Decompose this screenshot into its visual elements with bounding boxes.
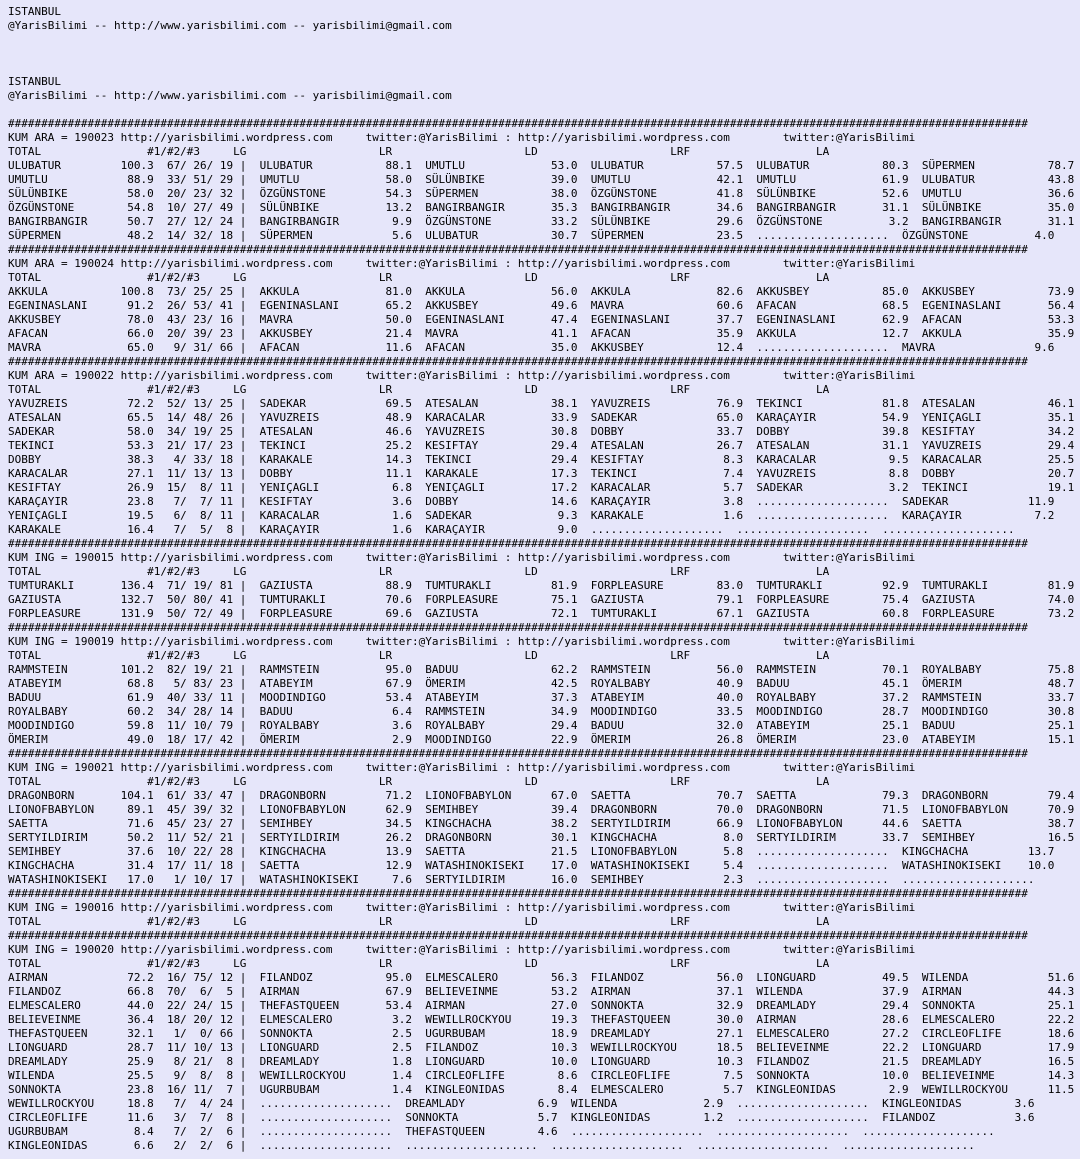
column-header: TOTAL #1/#2/#3 LG LR LD LRF LA (8, 649, 830, 662)
table-row: TUMTURAKLI 136.4 71/ 19/ 81 | GAZIUSTA 88.9 TUMTURAKLI 81.9 FORPLEASURE 83.0 TUMTURAKLI 92.9 TUMTURAKLI 81.9 (8, 579, 1075, 592)
table-row: WILENDA 25.5 9/ 8/ 8 | WEWILLROCKYOU 1.4 CIRCLEOFLIFE 8.6 CIRCLEOFLIFE 7.5 SONNOKTA 10.0 BELIEVEINME 14.3 (8, 1069, 1075, 1082)
separator-line: ########################################################################################################################################################## (8, 887, 1028, 900)
column-header: TOTAL #1/#2/#3 LG LR LD LRF LA (8, 271, 830, 284)
table-row: KARACALAR 27.1 11/ 13/ 13 | DOBBY 11.1 KARAKALE 17.3 TEKINCI 7.4 YAVUZREIS 8.8 DOBBY 20.7 (8, 467, 1075, 480)
table-row: THEFASTQUEEN 32.1 1/ 0/ 66 | SONNOKTA 2.5 UGURBUBAM 18.9 DREAMLADY 27.1 ELMESCALERO 27.2 CIRCLEOFLIFE 18.6 (8, 1027, 1075, 1040)
table-row: AKKUSBEY 78.0 43/ 23/ 16 | MAVRA 50.0 EGENINASLANI 47.4 EGENINASLANI 37.7 EGENINASLANI 62.9 AFACAN 53.3 (8, 313, 1075, 326)
table-row: DOBBY 38.3 4/ 33/ 18 | KARAKALE 14.3 TEKINCI 29.4 KESIFTAY 8.3 KARACALAR 9.5 KARACALAR 25.5 (8, 453, 1075, 466)
separator-line: ########################################################################################################################################################## (8, 747, 1028, 760)
contact-line: @YarisBilimi -- http://www.yarisbilimi.com -- yarisbilimi@gmail.com (8, 89, 452, 102)
blank-line (8, 47, 1080, 61)
column-header: TOTAL #1/#2/#3 LG LR LD LRF LA (8, 957, 830, 970)
race-section (8, 355, 1080, 537)
table-row: GAZIUSTA 132.7 50/ 80/ 41 | TUMTURAKLI 70.6 FORPLEASURE 75.1 GAZIUSTA 79.1 FORPLEASURE 75.4 GAZIUSTA 74.0 (8, 593, 1075, 606)
table-row: AKKULA 100.8 73/ 25/ 25 | AKKULA 81.0 AKKULA 56.0 AKKULA 82.6 AKKUSBEY 85.0 AKKUSBEY 73.9 (8, 285, 1075, 298)
blank-line (8, 33, 1080, 47)
table-row: BANGIRBANGIR 50.7 27/ 12/ 24 | BANGIRBANGIR 9.9 ÖZGÜNSTONE 33.2 SÜLÜNBIKE 29.6 ÖZGÜNSTONE 3.2 BANGIRBANGIR 31.1 (8, 215, 1075, 228)
table-row: RAMMSTEIN 101.2 82/ 19/ 21 | RAMMSTEIN 95.0 BADUU 62.2 RAMMSTEIN 56.0 RAMMSTEIN 70.1 ROYALBABY 75.8 (8, 663, 1075, 676)
table-row: AIRMAN 72.2 16/ 75/ 12 | FILANDOZ 95.0 ELMESCALERO 56.3 FILANDOZ 56.0 LIONGUARD 49.5 WILENDA 51.6 (8, 971, 1075, 984)
table-row: YENIÇAGLI 19.5 6/ 8/ 11 | KARACALAR 1.6 SADEKAR 9.3 KARAKALE 1.6 .................... KARAÇAYIR 7.2 (8, 509, 1055, 522)
race-section (8, 747, 1080, 887)
blank-line (8, 103, 1080, 117)
table-row: SONNOKTA 23.8 16/ 11/ 7 | UGURBUBAM 1.4 KINGLEONIDAS 8.4 ELMESCALERO 5.7 KINGLEONIDAS 2.9 WEWILLROCKYOU 11.5 (8, 1083, 1075, 1096)
table-row: SADEKAR 58.0 34/ 19/ 25 | ATESALAN 46.6 YAVUZREIS 30.8 DOBBY 33.7 DOBBY 39.8 KESIFTAY 34.2 (8, 425, 1075, 438)
table-row: LIONOFBABYLON 89.1 45/ 39/ 32 | LIONOFBABYLON 62.9 SEMIHBEY 39.4 DRAGONBORN 70.0 DRAGONBORN 71.5 LIONOFBABYLON 70.9 (8, 803, 1075, 816)
table-row: DREAMLADY 25.9 8/ 21/ 8 | DREAMLADY 1.8 LIONGUARD 10.0 LIONGUARD 10.3 FILANDOZ 21.5 DREAMLADY 16.5 (8, 1055, 1075, 1068)
race-title: KUM ARA = 190022 http://yarisbilimi.wordpress.com twitter:@YarisBilimi : http://yarisbilimi.wordpress.com twitter:@YarisBilimi (8, 369, 916, 382)
table-row: UGURBUBAM 8.4 7/ 2/ 6 | .................... THEFASTQUEEN 4.6 .................... .................... .................... (8, 1125, 995, 1138)
table-row: ÖMERIM 49.0 18/ 17/ 42 | ÖMERIM 2.9 MOODINDIGO 22.9 ÖMERIM 26.8 ÖMERIM 23.0 ATABEYIM 15.1 (8, 733, 1075, 746)
city-heading: ISTANBUL (8, 75, 61, 88)
table-row: BELIEVEINME 36.4 18/ 20/ 12 | ELMESCALERO 3.2 WEWILLROCKYOU 19.3 THEFASTQUEEN 30.0 AIRMAN 28.6 ELMESCALERO 22.2 (8, 1013, 1075, 1026)
race-title: KUM ARA = 190024 http://yarisbilimi.wordpress.com twitter:@YarisBilimi : http://yarisbilimi.wordpress.com twitter:@YarisBilimi (8, 257, 916, 270)
table-row: DRAGONBORN 104.1 61/ 33/ 47 | DRAGONBORN 71.2 LIONOFBABYLON 67.0 SAETTA 70.7 SAETTA 79.3 DRAGONBORN 79.4 (8, 789, 1075, 802)
table-row: FORPLEASURE 131.9 50/ 72/ 49 | FORPLEASURE 69.6 GAZIUSTA 72.1 TUMTURAKLI 67.1 GAZIUSTA 60.8 FORPLEASURE 73.2 (8, 607, 1075, 620)
table-row: KINGLEONIDAS 6.6 2/ 2/ 6 | .................... .................... .................... .................... .................... (8, 1139, 975, 1152)
table-row: KESIFTAY 26.9 15/ 8/ 11 | YENIÇAGLI 6.8 YENIÇAGLI 17.2 KARACALAR 5.7 SADEKAR 3.2 TEKINCI 19.1 (8, 481, 1075, 494)
separator-line: ########################################################################################################################################################## (8, 355, 1028, 368)
table-row: KARAKALE 16.4 7/ 5/ 8 | KARAÇAYIR 1.6 KARAÇAYIR 9.0 .................... .................... .................... (8, 523, 1015, 536)
table-row: ELMESCALERO 44.0 22/ 24/ 15 | THEFASTQUEEN 53.4 AIRMAN 27.0 SONNOKTA 32.9 DREAMLADY 29.4 SONNOKTA 25.1 (8, 999, 1075, 1012)
header-block-2 (8, 75, 1080, 103)
table-row: ATABEYIM 68.8 5/ 83/ 23 | ATABEYIM 67.9 ÖMERIM 42.5 ROYALBABY 40.9 BADUU 45.1 ÖMERIM 48.7 (8, 677, 1075, 690)
table-row: SAETTA 71.6 45/ 23/ 27 | SEMIHBEY 34.5 KINGCHACHA 38.2 SERTYILDIRIM 66.9 LIONOFBABYLON 44.6 SAETTA 38.7 (8, 817, 1075, 830)
separator-line: ########################################################################################################################################################## (8, 243, 1028, 256)
table-row: TEKINCI 53.3 21/ 17/ 23 | TEKINCI 25.2 KESIFTAY 29.4 ATESALAN 26.7 ATESALAN 31.1 YAVUZREIS 29.4 (8, 439, 1075, 452)
race-section (8, 243, 1080, 355)
race-title: KUM ING = 190015 http://yarisbilimi.wordpress.com twitter:@YarisBilimi : http://yarisbilimi.wordpress.com twitter:@YarisBilimi (8, 551, 916, 564)
table-row: SÜPERMEN 48.2 14/ 32/ 18 | SÜPERMEN 5.6 ULUBATUR 30.7 SÜPERMEN 23.5 .................... ÖZGÜNSTONE 4.0 (8, 229, 1055, 242)
race-section (8, 887, 1080, 929)
race-title: KUM ING = 190019 http://yarisbilimi.wordpress.com twitter:@YarisBilimi : http://yarisbilimi.wordpress.com twitter:@YarisBilimi (8, 635, 916, 648)
column-header: TOTAL #1/#2/#3 LG LR LD LRF LA (8, 565, 830, 578)
table-row: CIRCLEOFLIFE 11.6 3/ 7/ 8 | .................... SONNOKTA 5.7 KINGLEONIDAS 1.2 .................... FILANDOZ 3.6 (8, 1111, 1035, 1124)
separator-line: ########################################################################################################################################################## (8, 537, 1028, 550)
header-block-1 (8, 5, 1080, 33)
table-row: AFACAN 66.0 20/ 39/ 23 | AKKUSBEY 21.4 MAVRA 41.1 AFACAN 35.9 AKKULA 12.7 AKKULA 35.9 (8, 327, 1075, 340)
column-header: TOTAL #1/#2/#3 LG LR LD LRF LA (8, 775, 830, 788)
separator-line: ########################################################################################################################################################## (8, 929, 1028, 942)
table-row: SERTYILDIRIM 50.2 11/ 52/ 21 | SERTYILDIRIM 26.2 DRAGONBORN 30.1 KINGCHACHA 8.0 SERTYILDIRIM 33.7 SEMIHBEY 16.5 (8, 831, 1075, 844)
column-header: TOTAL #1/#2/#3 LG LR LD LRF LA (8, 915, 830, 928)
table-row: YAVUZREIS 72.2 52/ 13/ 25 | SADEKAR 69.5 ATESALAN 38.1 YAVUZREIS 76.9 TEKINCI 81.8 ATESALAN 46.1 (8, 397, 1075, 410)
table-row: FILANDOZ 66.8 70/ 6/ 5 | AIRMAN 67.9 BELIEVEINME 53.2 AIRMAN 37.1 WILENDA 37.9 AIRMAN 44.3 (8, 985, 1075, 998)
race-title: KUM ING = 190021 http://yarisbilimi.wordpress.com twitter:@YarisBilimi : http://yarisbilimi.wordpress.com twitter:@YarisBilimi (8, 761, 916, 774)
race-title: KUM ARA = 190023 http://yarisbilimi.wordpress.com twitter:@YarisBilimi : http://yarisbilimi.wordpress.com twitter:@YarisBilimi (8, 131, 916, 144)
table-row: SÜLÜNBIKE 58.0 20/ 23/ 32 | ÖZGÜNSTONE 54.3 SÜPERMEN 38.0 ÖZGÜNSTONE 41.8 SÜLÜNBIKE 52.6 UMUTLU 36.6 (8, 187, 1075, 200)
race-section (8, 537, 1080, 621)
column-header: TOTAL #1/#2/#3 LG LR LD LRF LA (8, 383, 830, 396)
race-section (8, 117, 1080, 243)
race-sections (8, 117, 1080, 1153)
table-row: MAVRA 65.0 9/ 31/ 66 | AFACAN 11.6 AFACAN 35.0 AKKUSBEY 12.4 .................... MAVRA 9.6 (8, 341, 1055, 354)
table-row: ULUBATUR 100.3 67/ 26/ 19 | ULUBATUR 88.1 UMUTLU 53.0 ULUBATUR 57.5 ULUBATUR 80.3 SÜPERMEN 78.7 (8, 159, 1075, 172)
table-row: LIONGUARD 28.7 11/ 10/ 13 | LIONGUARD 2.5 FILANDOZ 10.3 WEWILLROCKYOU 18.5 BELIEVEINME 22.2 LIONGUARD 17.9 (8, 1041, 1075, 1054)
race-section (8, 929, 1080, 1153)
contact-line: @YarisBilimi -- http://www.yarisbilimi.com -- yarisbilimi@gmail.com (8, 19, 452, 32)
table-row: KARAÇAYIR 23.8 7/ 7/ 11 | KESIFTAY 3.6 DOBBY 14.6 KARAÇAYIR 3.8 .................... SADEKAR 11.9 (8, 495, 1055, 508)
race-title: KUM ING = 190016 http://yarisbilimi.wordpress.com twitter:@YarisBilimi : http://yarisbilimi.wordpress.com twitter:@YarisBilimi (8, 901, 916, 914)
table-row: BADUU 61.9 40/ 33/ 11 | MOODINDIGO 53.4 ATABEYIM 37.3 ATABEYIM 40.0 ROYALBABY 37.2 RAMMSTEIN 33.7 (8, 691, 1075, 704)
table-row: MOODINDIGO 59.8 11/ 10/ 79 | ROYALBABY 3.6 ROYALBABY 29.4 BADUU 32.0 ATABEYIM 25.1 BADUU 25.1 (8, 719, 1075, 732)
column-header: TOTAL #1/#2/#3 LG LR LD LRF LA (8, 145, 830, 158)
table-row: UMUTLU 88.9 33/ 51/ 29 | UMUTLU 58.0 SÜLÜNBIKE 39.0 UMUTLU 42.1 UMUTLU 61.9 ULUBATUR 43.8 (8, 173, 1075, 186)
table-row: ROYALBABY 60.2 34/ 28/ 14 | BADUU 6.4 RAMMSTEIN 34.9 MOODINDIGO 33.5 MOODINDIGO 28.7 MOODINDIGO 30.8 (8, 705, 1075, 718)
table-row: WEWILLROCKYOU 18.8 7/ 4/ 24 | .................... DREAMLADY 6.9 WILENDA 2.9 .................... KINGLEONIDAS 3.6 (8, 1097, 1035, 1110)
race-title: KUM ING = 190020 http://yarisbilimi.wordpress.com twitter:@YarisBilimi : http://yarisbilimi.wordpress.com twitter:@YarisBilimi (8, 943, 916, 956)
table-row: ATESALAN 65.5 14/ 48/ 26 | YAVUZREIS 48.9 KARACALAR 33.9 SADEKAR 65.0 KARAÇAYIR 54.9 YENIÇAGLI 35.1 (8, 411, 1075, 424)
separator-line: ########################################################################################################################################################## (8, 621, 1028, 634)
city-heading: ISTANBUL (8, 5, 61, 18)
table-row: KINGCHACHA 31.4 17/ 11/ 18 | SAETTA 12.9 WATASHINOKISEKI 17.0 WATASHINOKISEKI 5.4 .................... WATASHINOKISEKI 10.0 (8, 859, 1055, 872)
separator-line: ########################################################################################################################################################## (8, 117, 1028, 130)
table-row: EGENINASLANI 91.2 26/ 53/ 41 | EGENINASLANI 65.2 AKKUSBEY 49.6 MAVRA 60.6 AFACAN 68.5 EGENINASLANI 56.4 (8, 299, 1075, 312)
table-row: ÖZGÜNSTONE 54.8 10/ 27/ 49 | SÜLÜNBIKE 13.2 BANGIRBANGIR 35.3 BANGIRBANGIR 34.6 BANGIRBANGIR 31.1 SÜLÜNBIKE 35.0 (8, 201, 1075, 214)
table-row: SEMIHBEY 37.6 10/ 22/ 28 | KINGCHACHA 13.9 SAETTA 21.5 LIONOFBABYLON 5.8 .................... KINGCHACHA 13.7 (8, 845, 1055, 858)
blank-line (8, 61, 1080, 75)
race-section (8, 621, 1080, 747)
table-row: WATASHINOKISEKI 17.0 1/ 10/ 17 | WATASHINOKISEKI 7.6 SERTYILDIRIM 16.0 SEMIHBEY 2.3 .................... .................... (8, 873, 1035, 886)
